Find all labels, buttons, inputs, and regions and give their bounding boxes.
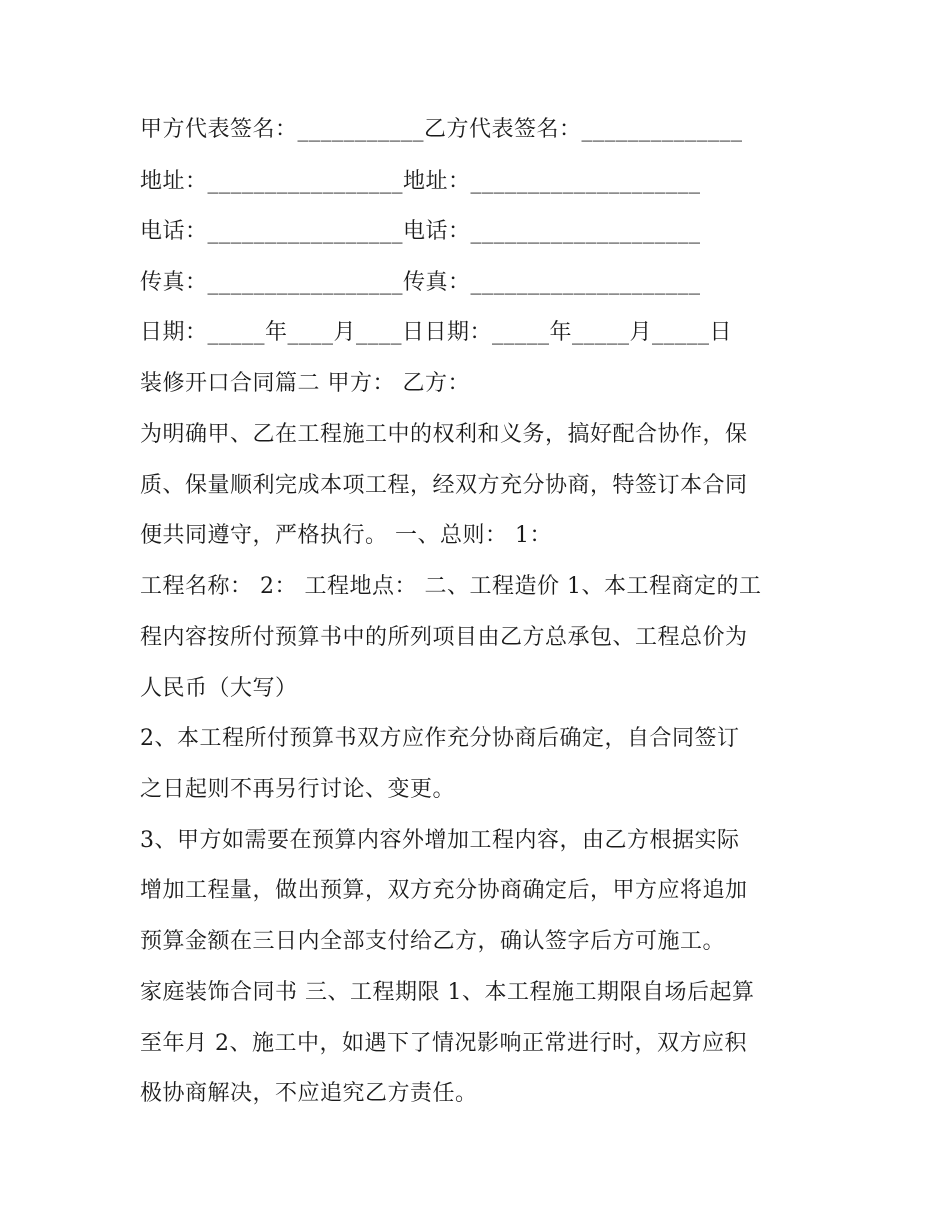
paragraph-line: 便共同遵守，严格执行。 一、总则： 1：	[140, 523, 552, 548]
date-line: 日期：_____年____月____日日期：_____年_____月_____日	[140, 320, 733, 345]
paragraph-line: 程内容按所付预算书中的所列项目由乙方总承包、工程总价为	[140, 625, 748, 650]
paragraph-line: 至年月 2、施工中，如遇下了情况影响正常进行时，双方应积	[140, 1031, 747, 1056]
paragraph-line: 人民币（大写）	[140, 676, 298, 701]
paragraph-line: 极协商解决，不应追究乙方责任。	[140, 1081, 478, 1106]
signature-line-representatives: 甲方代表签名：___________乙方代表签名：______________	[140, 117, 743, 142]
paragraph-line: 之日起则不再另行讨论、变更。	[140, 777, 456, 802]
paragraph-line: 3、甲方如需要在预算内容外增加工程内容，由乙方根据实际	[140, 828, 740, 853]
paragraph-line: 增加工程量，做出预算，双方充分协商确定后，甲方应将追加	[140, 878, 748, 903]
contract-heading: 装修开口合同篇二 甲方： 乙方：	[140, 371, 470, 396]
paragraph-line: 为明确甲、乙在工程施工中的权利和义务，搞好配合协作，保	[140, 422, 748, 447]
address-line: 地址：_________________地址：____________________	[140, 169, 701, 194]
fax-line: 传真：_________________传真：____________________	[140, 270, 701, 295]
paragraph-line: 家庭装饰合同书 三、工程期限 1、本工程施工期限自场后起算	[140, 980, 755, 1005]
phone-line: 电话：_________________电话：____________________	[140, 219, 701, 244]
paragraph-line: 质、保量顺利完成本项工程，经双方充分协商，特签订本合同	[140, 473, 748, 498]
paragraph-line: 预算金额在三日内全部支付给乙方，确认签字后方可施工。	[140, 929, 726, 954]
paragraph-line: 2、本工程所付预算书双方应作充分协商后确定，自合同签订	[140, 726, 740, 751]
paragraph-line: 工程名称： 2： 工程地点： 二、工程造价 1、本工程商定的工	[140, 574, 762, 599]
